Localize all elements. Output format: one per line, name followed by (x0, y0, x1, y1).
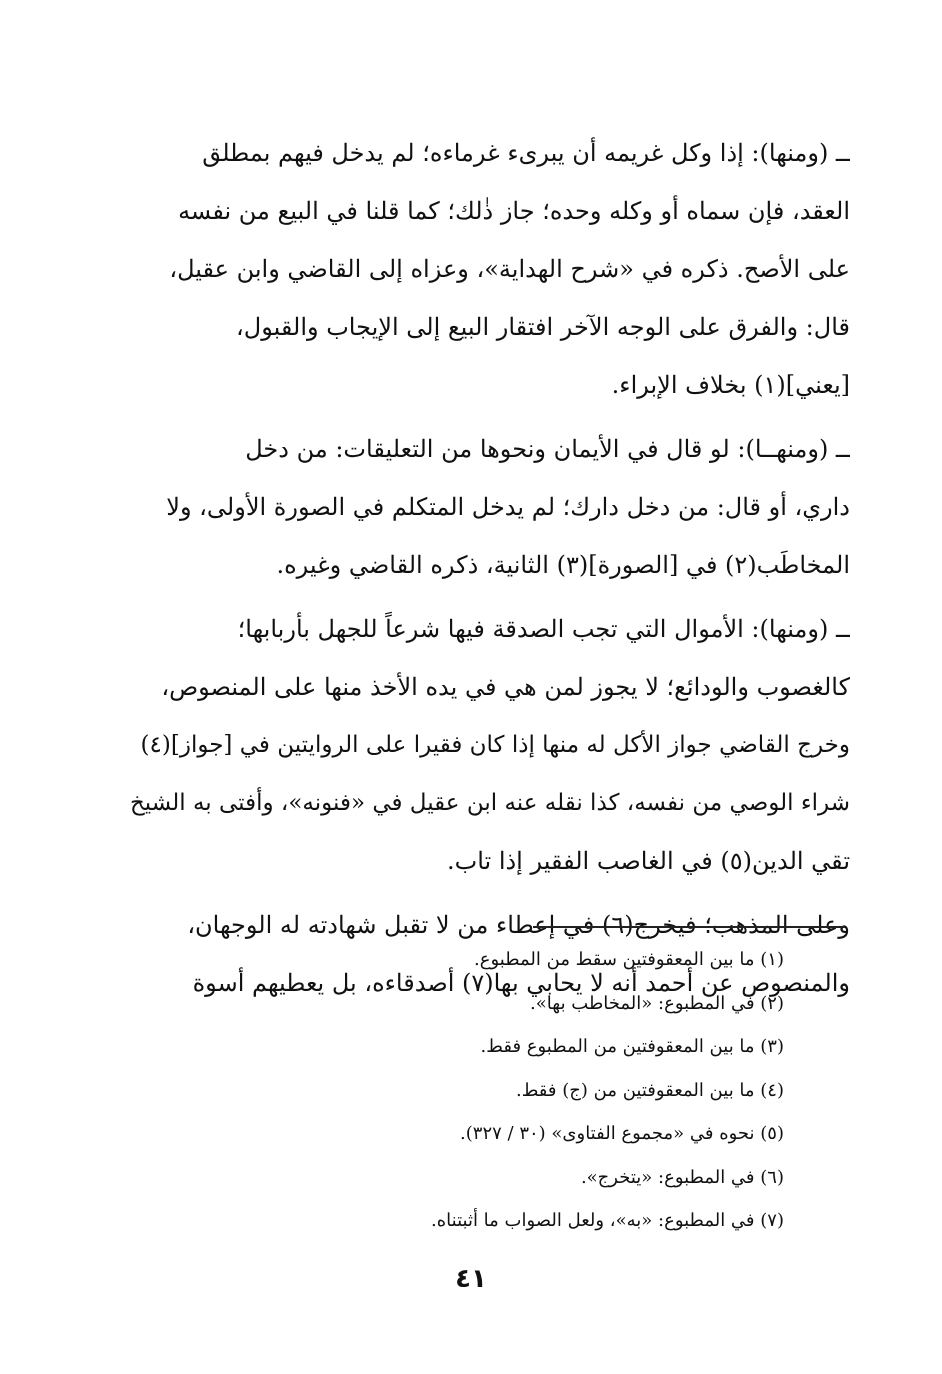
paragraph-3 (128, 600, 850, 890)
footnote-6: (٦) في المطبوع: «يتخرج». (580, 1166, 784, 1188)
footnote-1: (١) ما بين المعقوفتين سقط من المطبوع. (474, 949, 784, 970)
page-number: ٤١ (455, 1264, 487, 1294)
footnote-7: (٧) في المطبوع: «به»، ولعل الصواب ما أثبتناه. (431, 1210, 784, 1231)
paragraph-1 (128, 124, 850, 414)
text-line: المخاطَب(٢) في [الصورة](٣) الثانية، ذكره القاضي وغيره. (276, 551, 850, 579)
text-line: على الأصح. ذكره في «شرح الهداية»، وعزاه إلى القاضي وابن عقيل، (169, 255, 850, 283)
text-line: وخرج القاضي جواز الأكل له منها إذا كان فقيرا على الروايتين في [جواز](٤) (140, 732, 850, 758)
text-line: والمنصوص عن أحمد أنه لا يحابي بها(٧) أصدقاءه، بل يعطيهم أسوة (192, 969, 850, 997)
footnote-separator (533, 926, 845, 928)
text-line: ــ (ومنها): الأموال التي تجب الصدقة فيها شرعاً للجهل بأربابها؛ (237, 615, 850, 643)
text-line: شراء الوصي من نفسه، كذا نقله عنه ابن عقيل في «فنونه»، وأفتى به الشيخ (129, 790, 850, 816)
text-line: العقد، فإن سماه أو وكله وحده؛ جاز ذٰلك؛ كما قلنا في البيع من نفسه (178, 197, 850, 225)
text-line: كالغصوب والودائع؛ لا يجوز لمن هي في يده الأخذ منها على المنصوص، (161, 673, 850, 701)
text-line: وعلى المذهب؛ فيخرج(٦) في إعطاء من لا تقبل شهادته له الوجهان، (187, 911, 850, 939)
text-line: تقي الدين(٥) في الغاصب الفقير إذا تاب. (446, 847, 850, 875)
footnote-4: (٤) ما بين المعقوفتين من (ج) فقط. (516, 1079, 784, 1101)
text-line: [يعني](١) بخلاف الإبراء. (611, 371, 850, 399)
text-line: داري، أو قال: من دخل دارك؛ لم يدخل المتكلم في الصورة الأولى، ولا (166, 493, 850, 521)
footnote-2: (٢) في المطبوع: «المخاطب بها». (530, 992, 784, 1014)
footnote-3: (٣) ما بين المعقوفتين من المطبوع فقط. (480, 1036, 784, 1057)
main-text (128, 124, 850, 1012)
footnote-5: (٥) نحوه في «مجموع الفتاوى» (٣٠ / ٣٢٧). (460, 1123, 784, 1144)
paragraph-2 (128, 420, 850, 594)
text-line: قال: والفرق على الوجه الآخر افتقار البيع إلى الإيجاب والقبول، (236, 313, 850, 341)
footnotes (200, 938, 784, 1243)
text-line: ــ (ومنهــا): لو قال في الأيمان ونحوها من التعليقات: من دخل (245, 435, 850, 463)
text-line: ــ (ومنها): إذا وكل غريمه أن يبرىء غرماءه؛ لم يدخل فيهم بمطلق (202, 139, 850, 167)
